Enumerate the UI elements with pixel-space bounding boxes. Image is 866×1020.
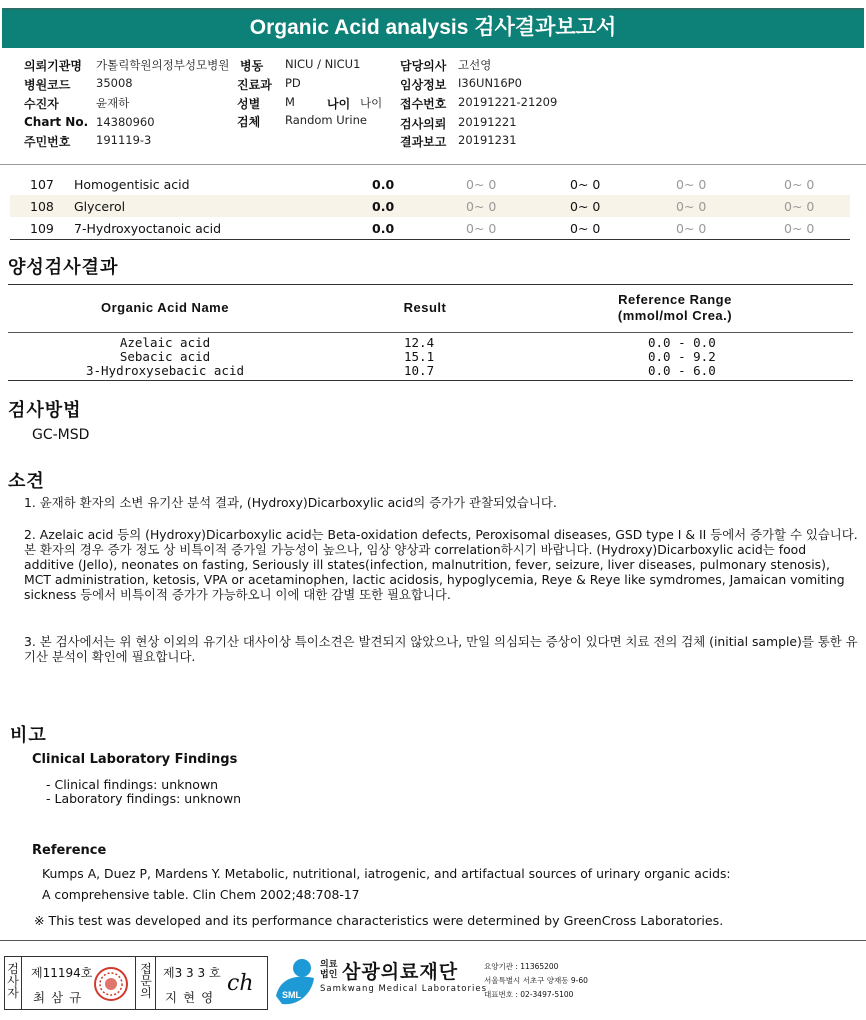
- institution-label: 의뢰기관명: [24, 59, 82, 73]
- header-divider: [0, 164, 866, 165]
- clinical-info-label: 임상정보: [400, 78, 447, 92]
- signature: ch: [227, 971, 254, 996]
- col-header-ref: Reference Range: [618, 292, 732, 307]
- positive-name: 3-Hydroxysebacic acid: [85, 363, 245, 378]
- finding-paragraph-3: 3. 본 검사에서는 위 현상 이외의 유기산 대사이상 특이소견은 발견되지 않았으나, 만일 의심되는 증상이 있다면 치료 전의 검체 (initial sample)를 통한 유기산 분석이 확인에 필요합니다.: [24, 634, 858, 664]
- sex-value: M: [285, 95, 295, 109]
- box-divider: [135, 957, 136, 1009]
- confirmer-label: 접문의: [140, 962, 152, 1000]
- org-prefix-line: 법인: [320, 970, 338, 980]
- org-name-en: Samkwang Medical Laboratories: [320, 984, 488, 994]
- method-value: GC-MSD: [32, 427, 90, 443]
- laboratory-finding: - Laboratory findings: unknown: [46, 791, 242, 806]
- positive-result: 15.1: [404, 349, 435, 364]
- resident-value: 191119-3: [96, 133, 152, 147]
- row-range-3: 0~ 0: [676, 177, 707, 192]
- reference-title: Reference: [32, 843, 107, 858]
- row-range-3: 0~ 0: [676, 199, 707, 214]
- receipt-value: 20191221-21209: [458, 95, 558, 109]
- table-row: [10, 195, 850, 217]
- report-title: Organic Acid analysis 검사결과보고서: [249, 16, 617, 39]
- institution-value: 가톨릭학원의정부성모병원: [96, 58, 230, 72]
- report-value: 20191231: [458, 133, 517, 147]
- resident-label: 주민번호: [24, 135, 71, 149]
- row-number: 108: [30, 199, 54, 214]
- method-title: 검사방법: [8, 400, 82, 421]
- specimen-value: Random Urine: [285, 113, 367, 127]
- confirmer-name: 지 현 영: [165, 990, 215, 1005]
- address: 서울특별시 서초구 양재동 9-60: [484, 976, 588, 985]
- patient-info: [0, 52, 866, 164]
- report-header: [0, 0, 866, 56]
- reference-line: A comprehensive table. Clin Chem 2002;48:708-17: [42, 887, 360, 902]
- signature-box: [4, 956, 268, 1010]
- findings-title: 소견: [8, 471, 45, 492]
- org-prefix: [320, 960, 337, 980]
- row-range-1: 0~ 0: [466, 221, 497, 236]
- patient-name-value: 윤재하: [96, 96, 130, 110]
- request-label: 검사의뢰: [400, 117, 447, 131]
- positive-name: Sebacic acid: [119, 349, 211, 364]
- box-divider: [155, 957, 156, 1009]
- age-value: 나이: [360, 96, 383, 110]
- table-divider: [10, 239, 850, 240]
- positive-ref: 0.0 - 9.2: [648, 349, 716, 364]
- reference-line: Kumps A, Duez P, Mardens Y. Metabolic, nutritional, iatrogenic, and artifactual sources of urinary organic acids:: [42, 866, 731, 881]
- row-result: 0.0: [372, 177, 395, 192]
- department-label: 진료과: [237, 78, 272, 92]
- positive-result: 12.4: [404, 335, 435, 350]
- col-header-result: Result: [403, 300, 447, 315]
- row-number: 107: [30, 177, 54, 192]
- row-result: 0.0: [372, 199, 395, 214]
- org-prefix-line: 의료: [320, 960, 338, 970]
- receipt-label: 접수번호: [400, 97, 447, 111]
- phone: 대표번호 : 02-3497-5100: [484, 990, 574, 999]
- remarks-title: 비고: [10, 725, 47, 746]
- row-range-4: 0~ 0: [784, 221, 815, 236]
- row-range-1: 0~ 0: [466, 199, 497, 214]
- positive-top-rule: [8, 284, 853, 285]
- footer: [0, 950, 866, 1020]
- row-range-2: 0~ 0: [570, 177, 601, 192]
- positive-result: 10.7: [404, 363, 435, 378]
- footer-rule: [0, 940, 866, 941]
- examiner-label: 검사자: [7, 962, 19, 1000]
- patient-name-label: 수진자: [24, 97, 59, 111]
- specimen-label: 검체: [237, 115, 261, 129]
- confirmer-license: 제3 3 3 호: [163, 966, 221, 980]
- doctor-value: 고선영: [458, 58, 492, 72]
- clinical-findings-title: Clinical Laboratory Findings: [32, 752, 238, 767]
- chart-value: 14380960: [96, 115, 155, 129]
- agency-number: 요양기관 : 11365200: [484, 962, 559, 971]
- row-range-2: 0~ 0: [570, 221, 601, 236]
- hospital-code-value: 35008: [96, 76, 133, 90]
- examiner-name: 최 삼 규: [33, 990, 83, 1005]
- row-range-4: 0~ 0: [784, 199, 815, 214]
- clinical-info-value: I36UN16P0: [458, 76, 522, 90]
- department-value: PD: [285, 76, 301, 90]
- sml-logo-icon: [272, 956, 318, 1008]
- row-range-4: 0~ 0: [784, 177, 815, 192]
- examiner-license: 제11194호: [31, 966, 93, 980]
- table-row: [10, 173, 850, 195]
- finding-paragraph-2: 2. Azelaic acid 등의 (Hydroxy)Dicarboxylic acid는 Beta-oxidation defects, Peroxisomal diseases, GSD type I & II 등에서 증가할 수 있습니다. 본 환자의 경우 증가 정도 상 비특이적 증가일 가능성이 높으나, 임상 양상과 correlation하시기 바랍니다. (Hydroxy)Dicarboxylic acid는 food additive (Jello), neonates on fasting, Seriously ill states(infection, malnutrition, fever, seizure, liver diseases, pulmonary stenosis), MCT administration, ketosis, VPA or acetaminophen, lactic acidosis, hypoglycemia, Reye & Reye like symdromes, Jamaican vomiting sickness 등에서 비특이적 증가가 가능하오니 이에 대한 감별 또한 필요합니다.: [24, 527, 858, 602]
- positive-header-rule: [8, 332, 853, 333]
- row-name: Homogentisic acid: [74, 177, 190, 192]
- col-header-ref-unit: (mmol/mol Crea.): [617, 308, 733, 323]
- sex-label: 성별: [237, 97, 261, 111]
- request-value: 20191221: [458, 115, 517, 129]
- validation-note: ※ This test was developed and its performance characteristics were determined by GreenCross Laboratories.: [34, 913, 724, 928]
- positive-ref: 0.0 - 6.0: [648, 363, 716, 378]
- age-label: 나이: [327, 97, 351, 111]
- finding-paragraph-1: 1. 윤재하 환자의 소변 유기산 분석 결과, (Hydroxy)Dicarboxylic acid의 증가가 관찰되었습니다.: [24, 495, 557, 510]
- row-range-2: 0~ 0: [570, 199, 601, 214]
- row-range-3: 0~ 0: [676, 221, 707, 236]
- table-row: [10, 217, 850, 239]
- doctor-label: 담당의사: [400, 59, 447, 73]
- logo-text: SML: [282, 990, 301, 1000]
- row-name: 7-Hydroxyoctanoic acid: [74, 221, 222, 236]
- hospital-code-label: 병원코드: [24, 78, 71, 92]
- box-divider: [21, 957, 22, 1009]
- row-range-1: 0~ 0: [466, 177, 497, 192]
- seal-stamp: [93, 966, 129, 1002]
- report-label: 결과보고: [400, 135, 447, 149]
- ward-value: NICU / NICU1: [285, 57, 361, 71]
- row-number: 109: [30, 221, 54, 236]
- positive-name: Azelaic acid: [119, 335, 211, 350]
- org-name: 삼광의료재단: [342, 961, 459, 983]
- chart-label: Chart No.: [24, 115, 89, 129]
- positive-title: 양성검사결과: [8, 257, 119, 278]
- col-header-name: Organic Acid Name: [101, 300, 229, 315]
- row-result: 0.0: [372, 221, 395, 236]
- positive-bottom-rule: [8, 380, 853, 381]
- ward-label: 병동: [240, 59, 264, 73]
- positive-ref: 0.0 - 0.0: [648, 335, 716, 350]
- clinical-finding: - Clinical findings: unknown: [46, 777, 219, 792]
- row-name: Glycerol: [74, 199, 126, 214]
